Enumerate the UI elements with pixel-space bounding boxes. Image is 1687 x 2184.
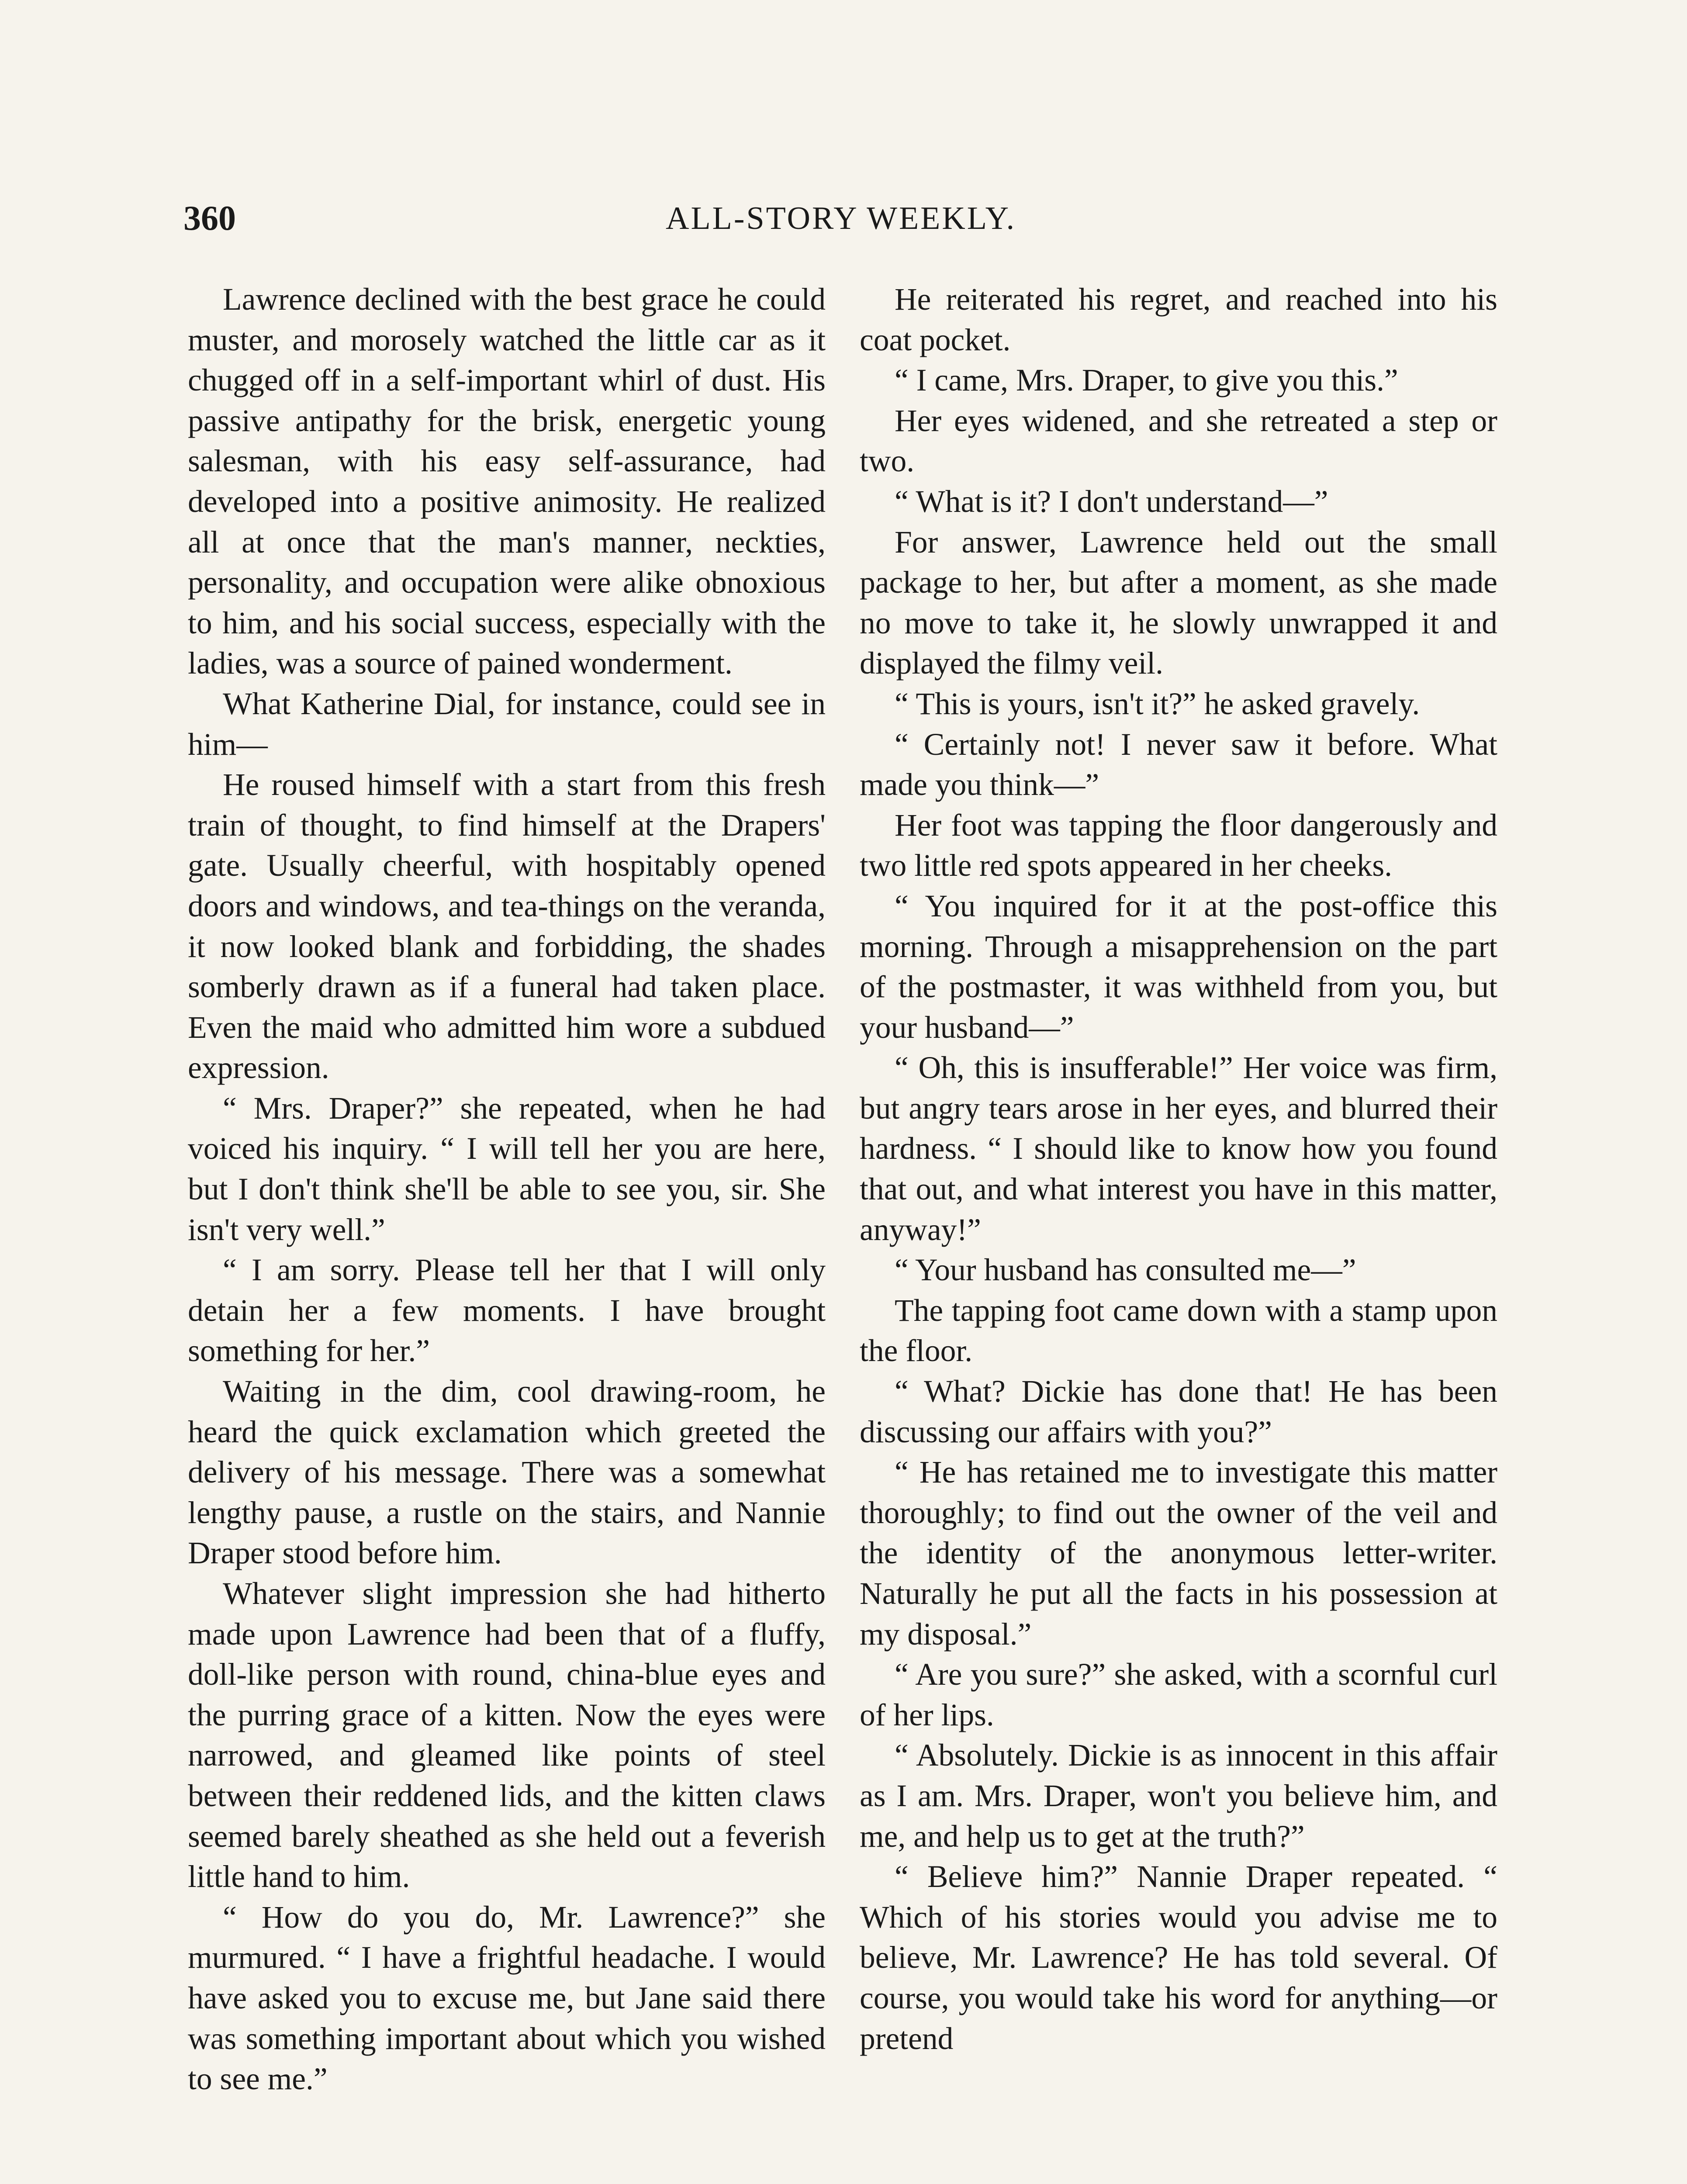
paragraph: Her eyes widened, and she retreated a step or two.	[860, 403, 1497, 479]
paragraph: Her foot was tapping the floor dangerously and two little red spots appeared in her cheeks.	[860, 808, 1497, 883]
paragraph: “ Your husband has consulted me—”	[895, 1253, 1356, 1288]
right-column	[860, 280, 1497, 2059]
paragraph: “ What is it? I don't understand—”	[895, 484, 1328, 519]
left-column	[188, 280, 826, 2100]
paragraph: Waiting in the dim, cool drawing-room, he heard the quick exclamation which greeted the delivery of his message. There was a somewhat lengthy pause, a rustle on the stairs, and Nannie Draper stood before him.	[188, 1374, 826, 1571]
paragraph: “ How do you do, Mr. Lawrence?” she murmured. “ I have a frightful headache. I would have asked you to excuse me, but Jane said there was something important about which you wished to see me.”	[188, 1900, 826, 2097]
paragraph: He roused himself with a start from this fresh train of thought, to find himself at the Drapers' gate. Usually cheerful, with hospitably opened doors and windows, and tea-things on the veranda, it now looked blank and forbidding, the shades somberly drawn as if a funeral had taken place. Even the maid who admitted him wore a subdued expression.	[188, 767, 826, 1085]
paragraph: The tapping foot came down with a stamp upon the floor.	[860, 1293, 1497, 1368]
paragraph: “ He has retained me to investigate this matter thoroughly; to find out the owner of the veil and the identity of the anonymous letter-writer. Naturally he put all the facts in his possession at my disposal.”	[860, 1455, 1497, 1652]
paragraph: “ Oh, this is insufferable!” Her voice was firm, but angry tears arose in her eyes, and blurred their hardness. “ I should like to know how you found that out, and what interest you have in this matter, anyway!”	[860, 1051, 1497, 1247]
paragraph: “ What? Dickie has done that! He has been discussing our affairs with you?”	[860, 1374, 1497, 1449]
paragraph: “ Certainly not! I never saw it before. What made you think—”	[860, 727, 1497, 802]
paragraph: For answer, Lawrence held out the small package to her, but after a moment, as she made no move to take it, he slowly unwrapped it and displayed the filmy veil.	[860, 525, 1497, 681]
paragraph: “ Are you sure?” she asked, with a scornful curl of her lips.	[860, 1657, 1497, 1732]
paragraph: “ Believe him?” Nannie Draper repeated. “ Which of his stories would you advise me to believe, Mr. Lawrence? He has told several. Of course, you would take his word for anything—or pretend	[860, 1859, 1497, 2056]
paragraph: “ You inquired for it at the post-office this morning. Through a misapprehension on the part of the postmaster, it was withheld from you, but your husband—”	[860, 888, 1497, 1045]
paragraph: Whatever slight impression she had hitherto made upon Lawrence had been that of a fluffy, doll-like person with round, china-blue eyes and the purring grace of a kitten. Now the eyes were narrowed, and gleamed like points of steel between their reddened lids, and the kitten claws seemed barely sheathed as she held out a feverish little hand to him.	[188, 1576, 826, 1894]
paragraph: He reiterated his regret, and reached into his coat pocket.	[860, 282, 1497, 357]
paragraph: “ I came, Mrs. Draper, to give you this.”	[895, 363, 1398, 398]
paragraph: Lawrence declined with the best grace he could muster, and morosely watched the little car as it chugged off in a self-important whirl of dust. His passive antipathy for the brisk, energetic young salesman, with his easy self-assurance, had developed into a positive animosity. He realized all at once that the man's manner, neckties, personality, and occupation were alike obnoxious to him, and his social success, especially with the ladies, was a source of pained wonderment.	[188, 282, 826, 681]
paragraph: “ Mrs. Draper?” she repeated, when he had voiced his inquiry. “ I will tell her you are here, but I don't think she'll be able to see you, sir. She isn't very well.”	[188, 1091, 826, 1247]
page-number: 360	[183, 199, 236, 238]
paragraph: “ This is yours, isn't it?” he asked gravely.	[895, 686, 1420, 721]
paragraph: “ I am sorry. Please tell her that I will only detain her a few moments. I have brought something for her.”	[188, 1253, 826, 1368]
paragraph: “ Absolutely. Dickie is as innocent in this affair as I am. Mrs. Draper, won't you believe him, and me, and help us to get at the truth?”	[860, 1738, 1497, 1854]
paragraph: What Katherine Dial, for instance, could see in him—	[188, 686, 826, 762]
page-header	[183, 192, 1498, 245]
running-title: ALL-STORY WEEKLY.	[666, 200, 1016, 236]
